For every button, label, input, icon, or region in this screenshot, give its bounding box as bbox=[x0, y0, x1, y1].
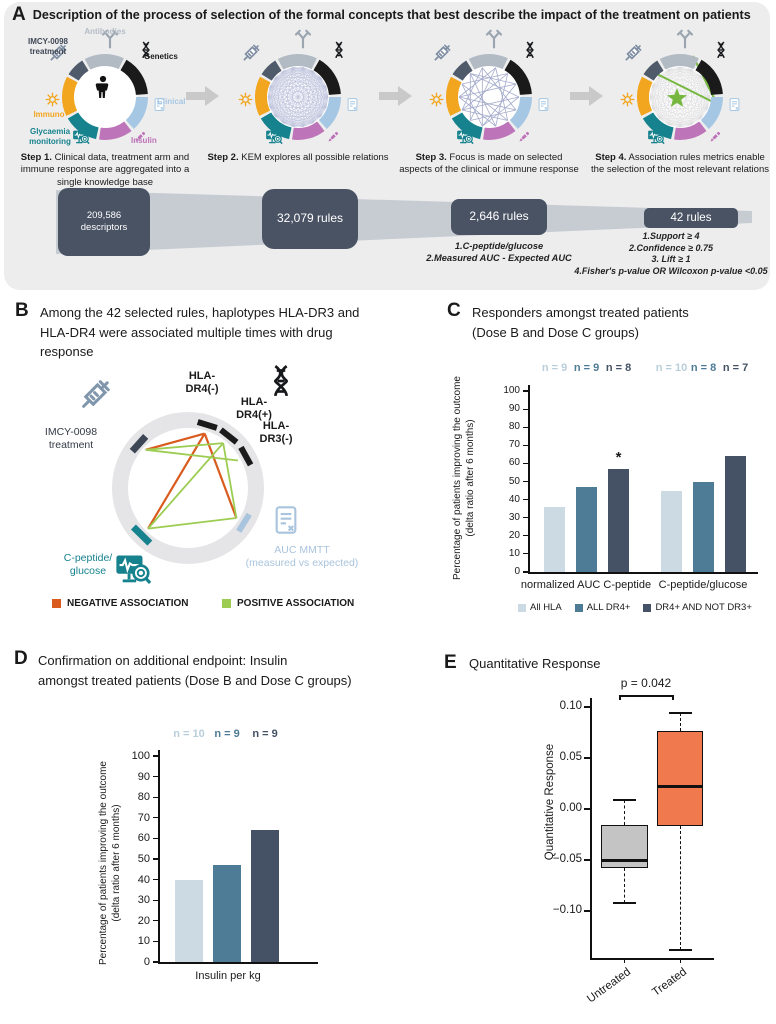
panel-d-title-line1: Confirmation on additional endpoint: Insulin bbox=[38, 653, 288, 668]
legend-swatch bbox=[575, 604, 583, 612]
y-tick-label: 20 bbox=[137, 914, 150, 927]
panel-c-letter: C bbox=[447, 300, 461, 321]
node-label-hla-dr4-neg: HLA- DR4(-) bbox=[185, 370, 219, 395]
y-tick-label: 80 bbox=[508, 421, 520, 433]
step-3-bold: Step 3. bbox=[415, 152, 447, 163]
y-tick-label: 50 bbox=[508, 475, 520, 487]
responders-bar-chart bbox=[440, 358, 776, 616]
panel-a-letter: A bbox=[12, 4, 26, 25]
p-bracket-end-right bbox=[672, 695, 674, 700]
whisker-cap-bottom bbox=[669, 949, 692, 951]
association-edges bbox=[146, 434, 238, 529]
y-tick-mark bbox=[523, 409, 528, 410]
ring-label-glycaemia: Glycaemia monitoring bbox=[29, 127, 71, 146]
ring-label-insulin: Insulin bbox=[131, 136, 157, 145]
criteria-line: 3. Lift ≥ 1 bbox=[651, 254, 691, 265]
median-line bbox=[601, 859, 648, 862]
panel-d-letter: D bbox=[14, 648, 28, 669]
y-tick-label: 100 bbox=[131, 750, 150, 762]
edge-dr4pos-auc bbox=[223, 443, 236, 518]
median-line bbox=[657, 785, 703, 788]
legend-item bbox=[518, 602, 562, 613]
y-tick-label: 70 bbox=[508, 439, 520, 451]
legend-item bbox=[575, 602, 631, 613]
y-tick-mark bbox=[153, 817, 158, 818]
y-tick-mark bbox=[523, 553, 528, 554]
y-tick-label: 0 bbox=[143, 956, 150, 968]
n-label: n = 9 bbox=[214, 728, 240, 740]
ring-label-clinical: Clinical bbox=[157, 97, 186, 106]
y-tick-mark bbox=[153, 941, 158, 942]
bar-series0-group0 bbox=[175, 880, 203, 962]
box-treated bbox=[657, 731, 703, 826]
criteria-line: 1.Support ≥ 4 bbox=[642, 231, 700, 241]
y-tick-mark bbox=[153, 776, 158, 777]
x-axis-line bbox=[590, 958, 714, 960]
legend-label: All HLA bbox=[530, 602, 562, 613]
y-tick-mark bbox=[523, 499, 528, 500]
panel-a-title: Description of the process of selection of the formal concepts that best describe the impact of the treatment on patients bbox=[32, 8, 751, 22]
auc-label-line1: AUC MMTT bbox=[274, 544, 330, 556]
criteria-line: 1.C-peptide/glucose bbox=[454, 241, 544, 251]
y-tick-label: 90 bbox=[137, 770, 150, 783]
funnel-box-1-unit: descriptors bbox=[80, 222, 128, 233]
funnel-box-descriptors bbox=[58, 188, 150, 256]
y-axis-title: Percentage of patients improving the outcome (delta ratio after 6 months) bbox=[98, 761, 122, 966]
syringe-icon bbox=[76, 374, 116, 414]
group-label: Insulin per kg bbox=[195, 970, 261, 982]
whisker-cap-top bbox=[669, 712, 692, 714]
bar-ALL DR4+-group0 bbox=[576, 487, 597, 572]
x-axis-line bbox=[528, 572, 758, 574]
criteria-line: 4.Fisher's p-value OR Wilcoxon p-value <0.05 bbox=[574, 266, 768, 277]
legend-negative-association bbox=[52, 598, 189, 609]
bar-All HLA-group1 bbox=[661, 491, 682, 572]
y-tick-mark bbox=[523, 445, 528, 446]
quantitative-response-boxplot bbox=[540, 668, 776, 1006]
negative-swatch bbox=[52, 599, 61, 608]
node-label-hla-dr3-neg: HLA- DR3(-) bbox=[259, 420, 293, 445]
chart-legend bbox=[518, 602, 752, 613]
y-tick-label: 0.00 bbox=[559, 802, 582, 814]
panel-b-association-diagram bbox=[18, 362, 366, 609]
cpep-label-line1: C-peptide/ bbox=[63, 552, 113, 564]
n-label: n = 7 bbox=[722, 362, 749, 374]
x-tick-mark bbox=[680, 958, 681, 963]
funnel-box-2646-rules bbox=[451, 199, 547, 235]
document-icon bbox=[270, 504, 302, 536]
y-tick-mark bbox=[523, 427, 528, 428]
box-untreated bbox=[601, 825, 648, 868]
p-bracket bbox=[619, 695, 674, 697]
node-label-hla-dr4-pos: HLA- DR4(+) bbox=[236, 396, 272, 421]
x-category-label: Untreated bbox=[585, 966, 634, 1006]
y-tick-label: 20 bbox=[508, 529, 520, 541]
n-label: n = 9 bbox=[252, 728, 278, 740]
dna-icon bbox=[264, 364, 298, 398]
cpep-label-line2: glucose bbox=[69, 565, 107, 578]
y-tick-mark bbox=[153, 858, 158, 859]
y-tick-label: 10 bbox=[508, 547, 520, 559]
step-2-text: KEM explores all possible relations bbox=[241, 152, 389, 163]
node-label-imcy-treatment: IMCY-0098 treatment bbox=[44, 426, 98, 452]
significance-star: * bbox=[615, 448, 622, 466]
n-label: n = 10 bbox=[655, 362, 688, 374]
bar-series2-group0 bbox=[251, 830, 279, 962]
y-tick-mark bbox=[153, 920, 158, 921]
group-label: C-peptide/glucose bbox=[658, 579, 748, 591]
y-tick-label: 100 bbox=[503, 385, 520, 396]
y-tick-label: 50 bbox=[137, 853, 150, 865]
y-tick-mark bbox=[584, 808, 590, 809]
bar-DR4+ AND NOT DR3+-group1 bbox=[725, 456, 746, 572]
negative-label: NEGATIVE ASSOCIATION bbox=[67, 598, 189, 609]
y-tick-mark bbox=[584, 910, 590, 911]
legend-positive-association bbox=[222, 598, 354, 609]
legend-item bbox=[643, 602, 751, 613]
insulin-bar-chart bbox=[60, 698, 410, 992]
y-axis-title: Percentage of patients improving the outcome (delta ratio after 6 months) bbox=[452, 376, 476, 581]
y-tick-label: 40 bbox=[508, 493, 520, 505]
ring-label-treatment: IMCY-0098 treatment bbox=[27, 37, 69, 56]
monitor-icon bbox=[114, 550, 152, 588]
y-tick-mark bbox=[153, 879, 158, 880]
step-1-bold: Step 1. bbox=[20, 152, 52, 163]
panel-d-title bbox=[38, 651, 418, 690]
whisker-cap-bottom bbox=[613, 902, 636, 904]
step-1-text: Clinical data, treatment arm and immune response are aggregated into a single knowledge base bbox=[20, 152, 190, 188]
y-tick-label: 10 bbox=[137, 935, 150, 948]
p-value-label: p = 0.042 bbox=[620, 676, 672, 690]
y-tick-label: 30 bbox=[137, 894, 150, 907]
node-label-c-peptide-glucose bbox=[58, 552, 118, 578]
panel-b-letter: B bbox=[15, 300, 29, 321]
bar-DR4+ AND NOT DR3+-group0 bbox=[608, 469, 629, 572]
step-2-bold: Step 2. bbox=[207, 152, 239, 163]
n-label: n = 8 bbox=[605, 362, 632, 374]
step-3-text: Focus is made on selected aspects of the clinical or immune response bbox=[399, 152, 579, 176]
y-tick-mark bbox=[523, 481, 528, 482]
y-tick-label: 80 bbox=[137, 791, 150, 804]
y-tick-label: −0.05 bbox=[552, 853, 582, 865]
legend-swatch bbox=[518, 604, 526, 612]
panel-d-title-line2: amongst treated patients (Dose B and Dose C groups) bbox=[38, 672, 352, 688]
y-tick-label: 0.05 bbox=[559, 751, 582, 763]
y-tick-label: 40 bbox=[137, 873, 150, 886]
p-bracket-end-left bbox=[619, 695, 621, 700]
whisker-lower bbox=[680, 826, 681, 949]
funnel-box-3-value: 2,646 rules bbox=[469, 209, 529, 224]
y-tick-label: 70 bbox=[137, 811, 150, 824]
legend-label: ALL DR4+ bbox=[586, 602, 631, 613]
y-tick-mark bbox=[584, 859, 590, 860]
y-tick-label: 30 bbox=[508, 511, 520, 523]
x-tick-mark bbox=[624, 958, 625, 963]
whisker-upper bbox=[680, 713, 681, 731]
bar-All HLA-group0 bbox=[544, 507, 565, 572]
y-tick-mark bbox=[153, 900, 158, 901]
y-tick-mark bbox=[584, 757, 590, 758]
y-tick-label: 90 bbox=[508, 403, 520, 415]
y-tick-label: −0.10 bbox=[552, 904, 582, 916]
step-4-criteria bbox=[560, 231, 776, 278]
y-tick-label: 0.10 bbox=[559, 700, 582, 712]
y-tick-mark bbox=[153, 797, 158, 798]
legend-label: DR4+ AND NOT DR3+ bbox=[655, 602, 752, 613]
criteria-line: 2.Confidence ≥ 0.75 bbox=[629, 242, 713, 253]
bar-ALL DR4+-group1 bbox=[693, 482, 714, 573]
funnel-box-1-value: 209,586 bbox=[86, 209, 122, 221]
auc-label-line2: (measured vs expected) bbox=[245, 557, 359, 570]
n-label: n = 9 bbox=[573, 362, 600, 374]
panel-b-title: Among the 42 selected rules, haplotypes HLA-DR3 and HLA-DR4 were associated multiple times with drug response bbox=[40, 305, 360, 359]
funnel-box-2-value: 32,079 rules bbox=[276, 211, 344, 226]
panel-c-title bbox=[472, 303, 732, 342]
whisker-lower bbox=[624, 868, 625, 903]
n-label: n = 8 bbox=[690, 362, 717, 374]
criteria-line: 2.Measured AUC - Expected AUC bbox=[426, 253, 572, 264]
y-tick-mark bbox=[523, 535, 528, 536]
y-tick-mark bbox=[523, 517, 528, 518]
positive-swatch bbox=[222, 599, 231, 608]
legend-swatch bbox=[643, 604, 651, 612]
funnel-box-4-value: 42 rules bbox=[670, 211, 712, 224]
group-label: normalized AUC C-peptide bbox=[520, 579, 652, 591]
node-label-auc-mmtt bbox=[242, 544, 362, 570]
whisker-cap-top bbox=[613, 799, 636, 801]
y-tick-label: 60 bbox=[508, 457, 520, 469]
panel-c-title-line1: Responders amongst treated patients bbox=[472, 305, 689, 320]
panel-c-title-line2: (Dose B and Dose C groups) bbox=[472, 324, 639, 340]
y-tick-label: 0 bbox=[514, 566, 520, 577]
ring-label-immuno: Immuno bbox=[33, 110, 65, 119]
x-category-label: Treated bbox=[650, 966, 690, 999]
bar-series1-group0 bbox=[213, 865, 241, 962]
positive-label: POSITIVE ASSOCIATION bbox=[237, 598, 355, 609]
funnel-box-42-rules bbox=[644, 208, 738, 228]
y-tick-label: 60 bbox=[137, 832, 150, 845]
y-tick-mark bbox=[153, 755, 158, 756]
step-4-text: Association rules metrics enable the selection of the most relevant relations bbox=[591, 152, 769, 176]
y-tick-mark bbox=[153, 961, 158, 962]
panel-e-letter: E bbox=[444, 652, 457, 673]
ring-label-genetics: Genetics bbox=[144, 52, 178, 61]
y-tick-mark bbox=[523, 463, 528, 464]
edge-cpep-dr4pos bbox=[148, 443, 223, 529]
x-axis-line bbox=[158, 962, 318, 964]
whisker-upper bbox=[624, 800, 625, 826]
y-axis-line bbox=[158, 750, 160, 962]
edge-cpep-auc bbox=[148, 518, 236, 529]
y-tick-mark bbox=[523, 390, 528, 391]
y-axis-line bbox=[528, 385, 530, 572]
n-label: n = 10 bbox=[173, 728, 205, 740]
y-tick-mark bbox=[523, 571, 528, 572]
ring-label-antibodies: Antibodies bbox=[84, 27, 126, 36]
n-label: n = 9 bbox=[541, 362, 568, 374]
y-axis-title: Quantitative Response bbox=[544, 743, 556, 861]
y-tick-mark bbox=[584, 706, 590, 707]
y-tick-mark bbox=[153, 838, 158, 839]
funnel-box-32079-rules bbox=[262, 189, 358, 249]
step-4-bold: Step 4. bbox=[595, 152, 627, 163]
y-axis-line bbox=[590, 698, 592, 958]
panel-e-title: Quantitative Response bbox=[469, 656, 601, 671]
